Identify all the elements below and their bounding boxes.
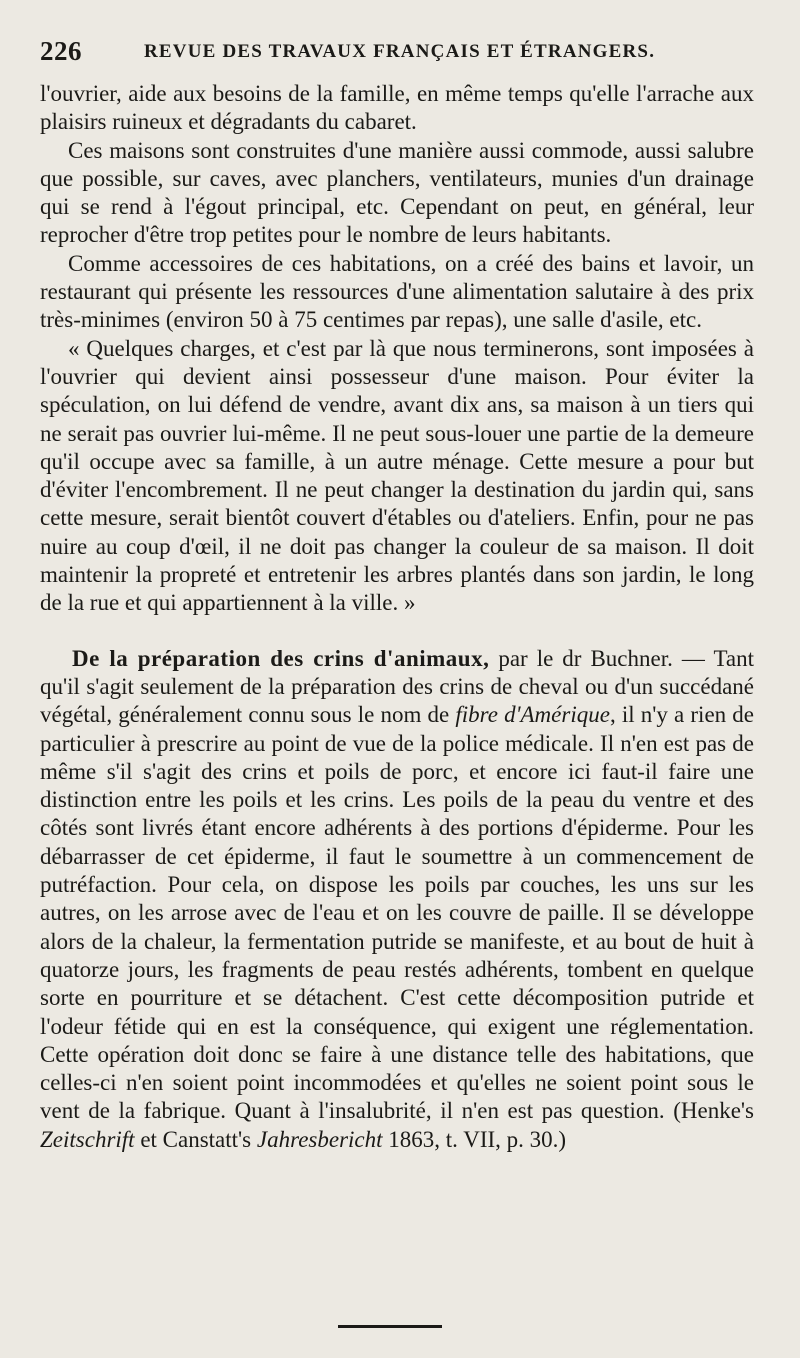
paragraph-continuation: l'ouvrier, aide aux besoins de la famille, en même temps qu'elle l'arrache aux plaisirs ruineux et dégradants du cabaret. xyxy=(40,81,754,135)
closing-rule xyxy=(338,1325,442,1328)
page-number: 226 xyxy=(40,36,82,66)
section-emphasis-jahresbericht: Jahresbericht xyxy=(256,1126,383,1152)
section-text-2: , il n'y a rien de particulier à prescrire au point de vue de la police médicale. Il n'en est pas de même s'il s'agit des crins et poils de porc, et encore ici faut-il faire une distinction entre les poils et les crins. Les poils de la peau du ventre et des côtés sont livrés étant encore adhérents à des portions d'épiderme. Pour les débarrasser de cet épiderme, il faut le soumettre à un commencement de putréfaction. Pour cela, on dispose les poils par couches, les uns sur les autres, on les arrose avec de l'eau et on les couvre de paille. Il se développe alors de la chaleur, la fermentation putride se manifeste, et au bout de huit à quatorze jours, les fragments de peau restés adhérents, tombent en quelque sorte en pourriture et se détachent. C'est cette décomposition putride et l'odeur fétide qui en est la conséquence, qui exigent une réglementation. Cette opération doit donc se faire à une distance telle des habitations, que celles-ci n'en soient point incommodées et qu'elles ne soient point sous le vent de la fabrique. Quant à l'insalubrité, il n'en est pas question. (Henke's xyxy=(40,702,755,1124)
paragraph-houses: Ces maisons sont construites d'une manière aussi commode, aussi salubre que possible, sur caves, avec planchers, ventilateurs, munies d'un drainage qui se rend à l'égout principal, etc. Cependant on peut, en général, leur reprocher d'être trop petites pour le nombre de leurs habitants. xyxy=(40,137,754,248)
section-title: De la préparation des crins d'animaux, xyxy=(72,645,490,671)
paragraph-accessories: Comme accessoires de ces habitations, on a créé des bains et lavoir, un restaurant qui présente les ressources d'une alimentation salutaire à des prix très-minimes (environ 50 à 75 centimes par repas), une salle d'asile, etc. xyxy=(40,250,754,333)
section-emphasis-fibre: fibre d'Amérique xyxy=(455,702,610,728)
section-text-1: — Tant qu'il s'agit seulement de la préparation des crins de cheval ou d'un succédané végétal, généralement connu sous le nom de xyxy=(40,645,754,728)
body-text xyxy=(40,80,754,1154)
paragraph-charges-quote: « Quelques charges, et c'est par là que nous terminerons, sont imposées à l'ouvrier qui devient ainsi possesseur d'une maison. Pour éviter la spéculation, on lui défend de vendre, avant dix ans, sa maison à un tiers qui ne serait pas ouvrier lui-même. Il ne peut sous-louer une partie de la demeure qu'il occupe avec sa famille, à un autre ménage. Cette mesure a pour but d'éviter l'encombrement. Il ne peut changer la destination du jardin qui, sans cette mesure, serait bientôt couvert d'étables ou d'ateliers. Enfin, pour ne pas nuire au coup d'œil, il ne doit pas changer la couleur de sa maison. Il doit maintenir la propreté et entretenir les arbres plantés dans son jardin, le long de la rue et qui appartiennent à la ville. » xyxy=(40,335,754,616)
journal-title: REVUE DES TRAVAUX FRANÇAIS ET ÉTRANGERS. xyxy=(144,41,656,62)
section-text-4: 1863, t. VII, p. 30.) xyxy=(382,1126,567,1152)
section-text-3: et Canstatt's xyxy=(134,1126,257,1152)
section-byline: par le dr Buchner. xyxy=(489,645,673,671)
section-animal-hair xyxy=(40,645,754,1154)
running-head xyxy=(40,36,754,70)
section-emphasis-zeitschrift: Zeitschrift xyxy=(40,1126,135,1152)
